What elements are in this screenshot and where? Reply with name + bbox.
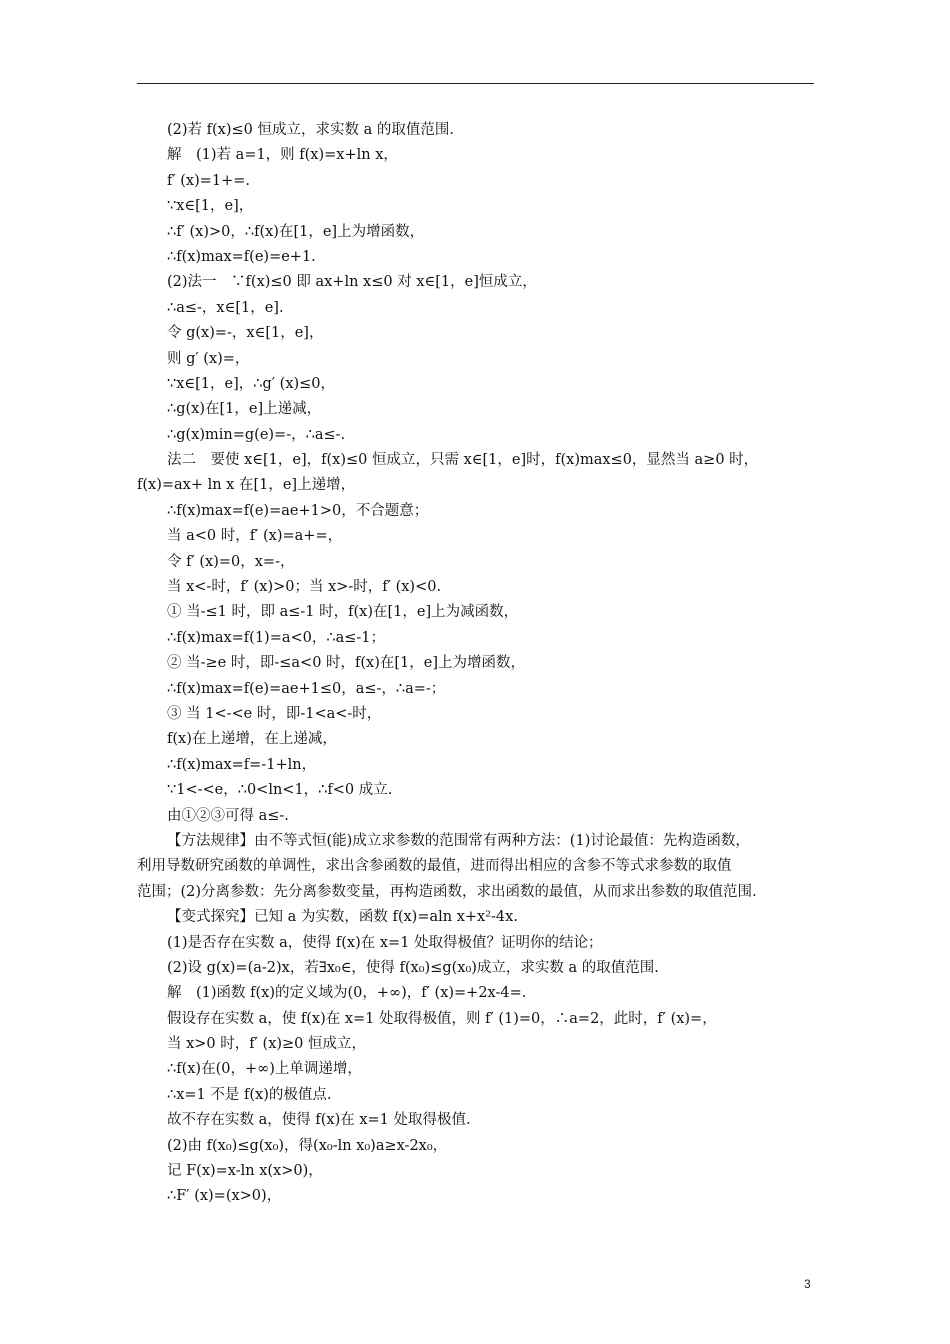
text-line: ∴g(x)min=g(e)=-，∴a≤-. bbox=[167, 426, 346, 443]
text-line: 范围；(2)分离参数：先分离参数变量，再构造函数，求出函数的最值，从而求出参数的取值范围. bbox=[137, 883, 757, 900]
text-line: ∵x∈[1，e]，∴g′ (x)≤0， bbox=[167, 375, 336, 392]
text-line: ∴F′ (x)=(x>0)， bbox=[167, 1188, 282, 1205]
document-body bbox=[137, 118, 817, 1210]
text-line: (2)由 f(x₀)≤g(x₀)，得(x₀-ln x₀)a≥x-2x₀， bbox=[167, 1137, 448, 1154]
text-line: ③ 当 1<-<e 时，即-1<a<-时， bbox=[167, 705, 382, 722]
text-line: ∴x=1 不是 f(x)的极值点. bbox=[167, 1086, 332, 1103]
text-line: 解 (1)函数 f(x)的定义域为(0，+∞)，f′ (x)=+2x-4=. bbox=[167, 985, 527, 1002]
text-line: (2)若 f(x)≤0 恒成立，求实数 a 的取值范围. bbox=[167, 122, 454, 138]
text-line: ∴f(x)max=f(e)=ae+1≤0，a≤-，∴a=-； bbox=[167, 680, 446, 697]
text-line: (1)是否存在实数 a，使得 f(x)在 x=1 处取得极值？证明你的结论； bbox=[167, 934, 603, 951]
text-line: 则 g′ (x)=， bbox=[167, 350, 250, 367]
text-line: 利用导数研究函数的单调性，求出含参函数的最值，进而得出相应的含参不等式求参数的取值 bbox=[137, 858, 732, 875]
text-line: 法二 要使 x∈[1，e]，f(x)≤0 恒成立，只需 x∈[1，e]时，f(x)max≤0，显然当 a≥0 时， bbox=[167, 452, 759, 469]
text-line: 当 a<0 时，f′ (x)=a+=， bbox=[167, 528, 343, 545]
text-line: 记 F(x)=x-ln x(x>0)， bbox=[167, 1163, 323, 1180]
header-rule bbox=[137, 83, 814, 84]
text-line: ∴g(x)在[1，e]上递减， bbox=[167, 401, 322, 418]
text-line: ∴f(x)在(0，+∞)上单调递增， bbox=[167, 1061, 362, 1078]
text-line: 【方法规律】由不等式恒(能)成立求参数的范围常有两种方法：(1)讨论最值：先构造函数， bbox=[167, 832, 750, 849]
text-line: f(x)在上递增，在上递减， bbox=[167, 731, 337, 748]
text-line: 当 x<-时，f′ (x)>0；当 x>-时，f′ (x)<0. bbox=[167, 579, 442, 596]
text-line: ∴f′ (x)>0，∴f(x)在[1，e]上为增函数， bbox=[167, 223, 425, 240]
text-line: 令 g(x)=-，x∈[1，e]， bbox=[167, 325, 324, 342]
text-line: 由①②③可得 a≤-. bbox=[167, 807, 289, 824]
text-line: 当 x>0 时，f′ (x)≥0 恒成立， bbox=[167, 1036, 367, 1053]
text-line: 【变式探究】已知 a 为实数，函数 f(x)=aln x+x²-4x. bbox=[167, 909, 518, 926]
text-line: ∴a≤-，x∈[1，e]. bbox=[167, 299, 284, 316]
text-line: 假设存在实数 a，使 f(x)在 x=1 处取得极值，则 f′ (1)=0，∴a=2，此时，f′ (x)=， bbox=[167, 1010, 717, 1027]
text-line: ∴f(x)max=f(1)=a<0，∴a≤-1； bbox=[167, 629, 386, 646]
text-line: ∴f(x)max=f=-1+ln， bbox=[167, 756, 317, 773]
text-line: ① 当-≤1 时，即 a≤-1 时，f(x)在[1，e]上为减函数， bbox=[167, 604, 519, 621]
text-line: f′ (x)=1+=. bbox=[167, 172, 251, 189]
text-line: ∵1<-<e，∴0<ln<1，∴f<0 成立. bbox=[167, 782, 393, 799]
text-line: ∴f(x)max=f(e)=e+1. bbox=[167, 248, 316, 265]
text-line: (2)法一 ∵f(x)≤0 即 ax+ln x≤0 对 x∈[1，e]恒成立， bbox=[167, 274, 537, 291]
text-line: f(x)=ax+ ln x 在[1，e]上递增， bbox=[137, 477, 356, 494]
text-line: 解 (1)若 a=1，则 f(x)=x+ln x， bbox=[167, 147, 398, 164]
text-line: 令 f′ (x)=0，x=-， bbox=[167, 553, 295, 570]
text-line: ∴f(x)max=f(e)=ae+1>0，不合题意； bbox=[167, 502, 429, 519]
text-line: (2)设 g(x)=(a-2)x，若∃x₀∈，使得 f(x₀)≤g(x₀)成立，求实数 a 的取值范围. bbox=[167, 959, 659, 976]
text-line: 故不存在实数 a，使得 f(x)在 x=1 处取得极值. bbox=[167, 1112, 471, 1129]
text-line: ② 当-≥e 时，即-≤a<0 时，f(x)在[1，e]上为增函数， bbox=[167, 655, 526, 672]
page-number: 3 bbox=[804, 1277, 811, 1291]
text-line: ∵x∈[1，e]， bbox=[167, 198, 254, 215]
